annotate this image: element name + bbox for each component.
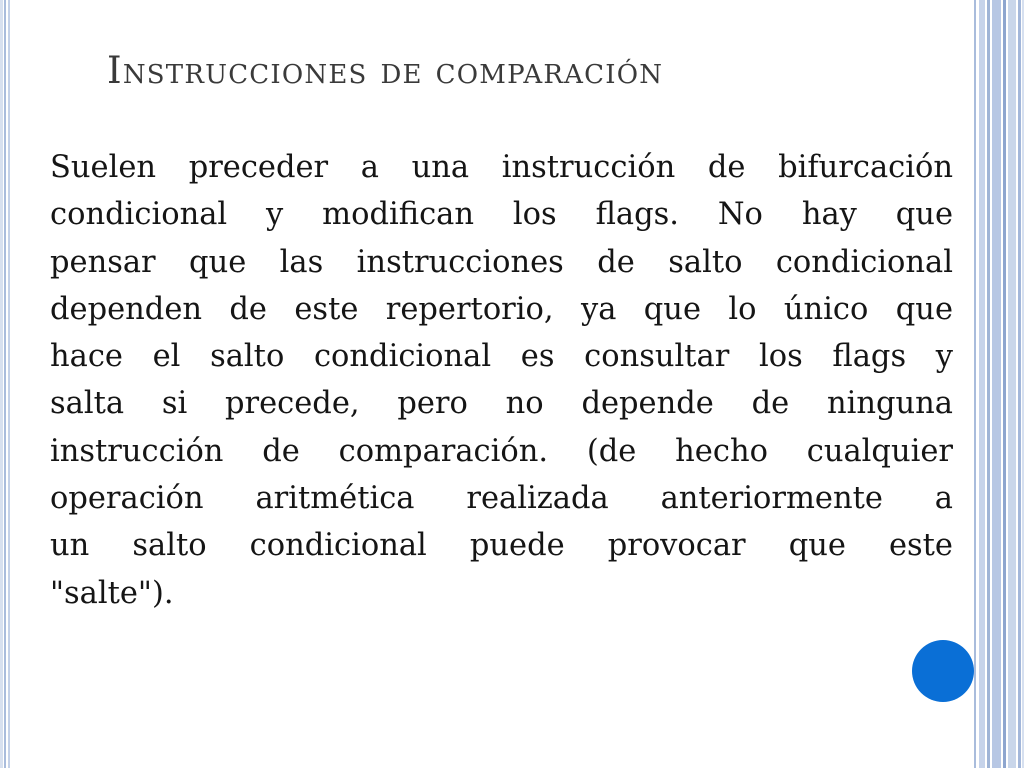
body-line: instrucción de comparación. (de hecho cualquier [50, 433, 953, 469]
body-line: un salto condicional puede provocar que este [50, 528, 953, 564]
body-line: dependen de este repertorio, ya que lo único que [50, 291, 953, 327]
slide-title: Instrucciones de comparación [107, 49, 664, 92]
body-line: Suelen preceder a una instrucción de bifurcación [50, 150, 953, 185]
right-border-decoration [974, 0, 1024, 768]
body-line: operación aritmética realizada anteriormente a [50, 481, 953, 517]
body-line: pensar que las instrucciones de salto condicional [50, 244, 953, 280]
body-line: condicional y modifican los flags. No hay que [50, 197, 953, 233]
accent-circle [912, 640, 974, 702]
slide-body [50, 144, 953, 617]
body-line: hace el salto condicional es consultar los flags y [50, 339, 953, 375]
left-border-decoration [0, 0, 14, 768]
body-line: salta si precede, pero no depende de ninguna [50, 386, 953, 422]
body-line: "salte"). [50, 575, 174, 611]
